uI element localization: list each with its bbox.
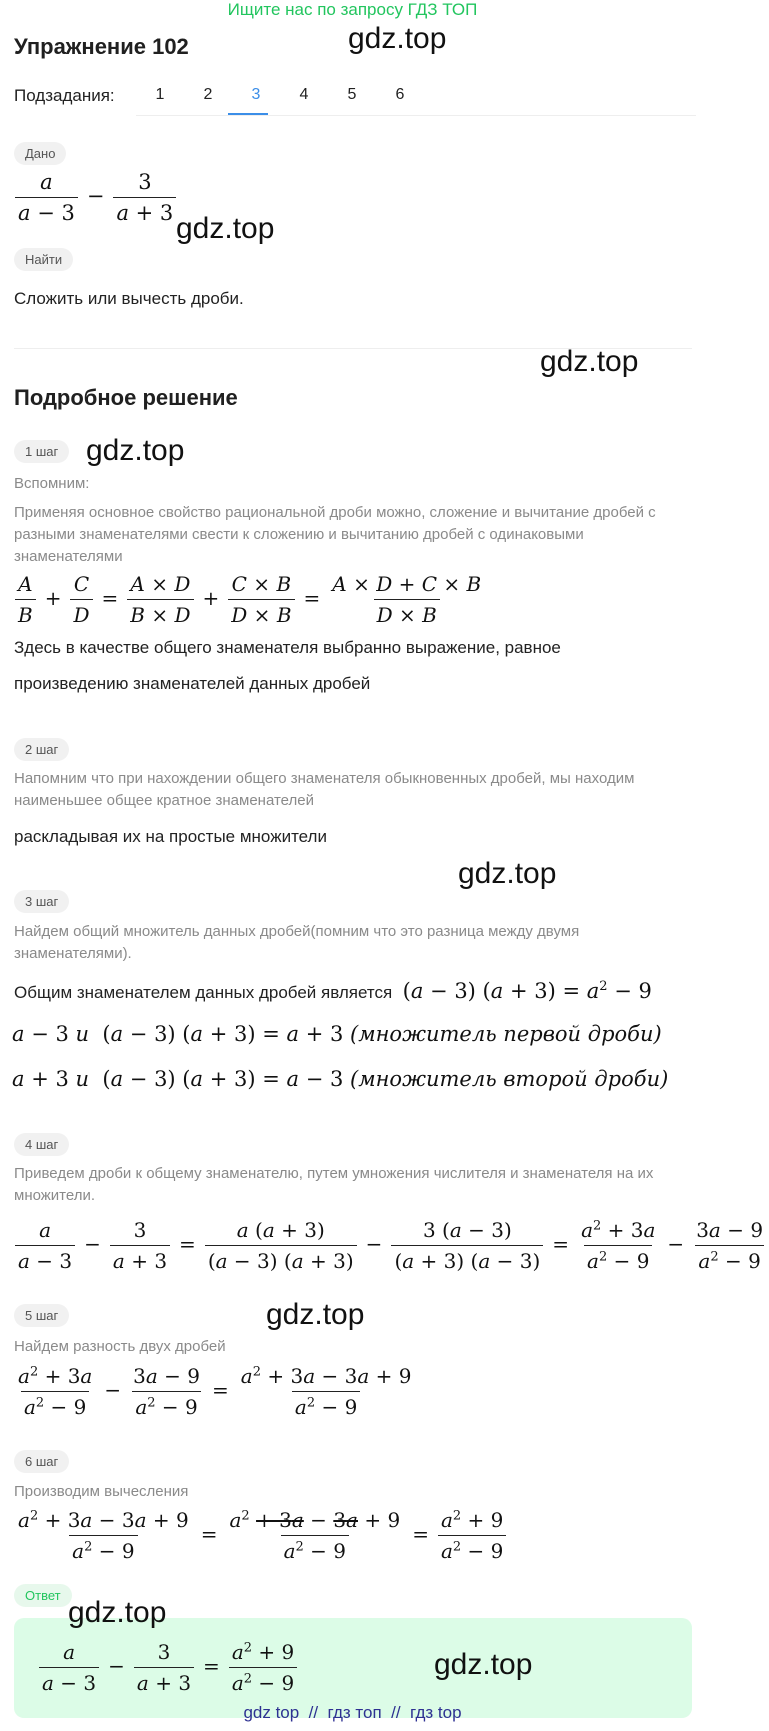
subtasks-label: Подзадания: [14,86,115,105]
step-text: Здесь в качестве общего знаменателя выбранно выражение, равное [14,638,561,657]
answer-badge: Ответ [14,1584,72,1607]
given-expression: $\frac{a}{a - 3}$ − $\frac{3}{a + 3}$ [12,170,179,225]
footer-links[interactable]: gdz top // гдз топ // гдз top [243,1703,462,1722]
page-title: Упражнение 102 [14,34,189,59]
step-note: Найдем общий множитель данных дробей(помним что это разница между двумя знаменателями). [14,923,580,962]
watermark: gdz.top [540,345,639,378]
step-badge: 2 шаг [14,738,69,761]
tab-4[interactable]: 4 [299,86,309,103]
common-denominator-formula: (a − 3) $(a + 3) = a^2 - 9$ [402,979,652,1003]
step-text: раскладывая их на простые множители [14,827,327,846]
tab-2[interactable]: 2 [203,86,213,103]
conjunction: и [75,1067,90,1091]
watermark: gdz.top [176,212,275,245]
step-badge: 3 шаг [14,890,69,913]
solution-heading: Подробное решение [14,385,238,410]
step-note: Напомним что при нахождении общего знаменателя обыкновенных дробей, мы находим наименьшее общее кратное знаменателей [14,770,635,809]
watermark: gdz.top [86,434,185,467]
step-badge: 5 шаг [14,1304,69,1327]
step-6-formula: $\frac{a^2 + 3a - 3a + 9}{a^2 - 9}$ = $\frac{a^2 + 3a - 3a + 9}{a^2 - 9}$ = $\frac{a^2 + 9}{a^2 - 9}$ [12,1508,509,1563]
active-tab-indicator [228,113,268,115]
step-note: Производим вычесления [14,1483,189,1500]
tab-1[interactable]: 1 [155,86,165,103]
watermark: gdz.top [348,22,447,55]
common-denominator-line [14,979,652,1003]
tab-3[interactable]: 3 [251,86,261,103]
step-note: Применяя основное свойство рациональной дроби можно, сложение и вычитание дробей с разными знаменателями свести к сложению и вычитанию дробей с одинаковыми знаменателями [14,504,656,565]
tab-5[interactable]: 5 [347,86,357,103]
step-note: Найдем разность двух дробей [14,1338,226,1355]
second-multiplier-formula: a + 3 и (a − 3) (a + 3) = a − 3 (множитель второй дроби) [12,1067,669,1091]
search-banner[interactable]: Ищите нас по запросу ГДЗ ТОП [227,0,478,19]
step-badge: 6 шаг [14,1450,69,1473]
watermark: gdz.top [458,857,557,890]
step-badge: 1 шаг [14,440,69,463]
tab-6[interactable]: 6 [395,86,405,103]
step-1-formula: $\frac{A}{B}$ + $\frac{C}{D}$ = $\frac{A \times D}{B \times D}$ + $\frac{C \times B}{D \times B}$ = $\frac{A \times D + C \times B}{D \times B}$ [12,572,487,627]
first-multiplier-formula: a − 3 и (a − 3) (a + 3) = a + 3 (множитель первой дроби) [12,1022,662,1046]
step-text: произведению знаменателей данных дробей [14,674,371,693]
watermark: gdz.top [434,1648,533,1681]
step-5-formula: $\frac{a^2 + 3a}{a^2 - 9}$ − $\frac{3a - 9}{a^2 - 9}$ = $\frac{a^2 + 3a - 3a + 9}{a^2 - 9}$ [18,1364,412,1419]
subtask-tabs [136,80,696,116]
conjunction: и [75,1022,90,1046]
step-note: Вспомним: [14,475,90,492]
tabs-divider [136,115,696,116]
given-badge: Дано [14,142,66,165]
multiplier-note: (множитель второй дроби) [350,1067,669,1091]
step-badge: 4 шаг [14,1133,69,1156]
find-badge: Найти [14,248,73,271]
watermark: gdz.top [266,1298,365,1331]
step-text: Общим знаменателем данных дробей является [14,983,393,1002]
watermark: gdz.top [68,1596,167,1629]
answer-formula: $\frac{a}{a - 3}$ − $\frac{3}{a + 3}$ = $\frac{a^2 + 9}{a^2 - 9}$ [36,1640,300,1695]
step-4-formula: $\frac{a}{a - 3}$ − $\frac{3}{a + 3}$ = $\frac{a (a + 3)}{(a - 3) (a + 3)}$ − $\frac{3 (a - 3)}{(a + 3) (a - 3)}$ = $\frac{a^2 + 3a}{a^2 - 9}$ − $\frac{3a - 9}{a^2 - 9}$ [12,1218,769,1273]
step-note: Приведем дроби к общему знаменателю, путем умножения числителя и знаменателя на их множители. [14,1165,654,1204]
find-text: Сложить или вычесть дроби. [14,289,244,308]
multiplier-note: (множитель первой дроби) [350,1022,662,1046]
